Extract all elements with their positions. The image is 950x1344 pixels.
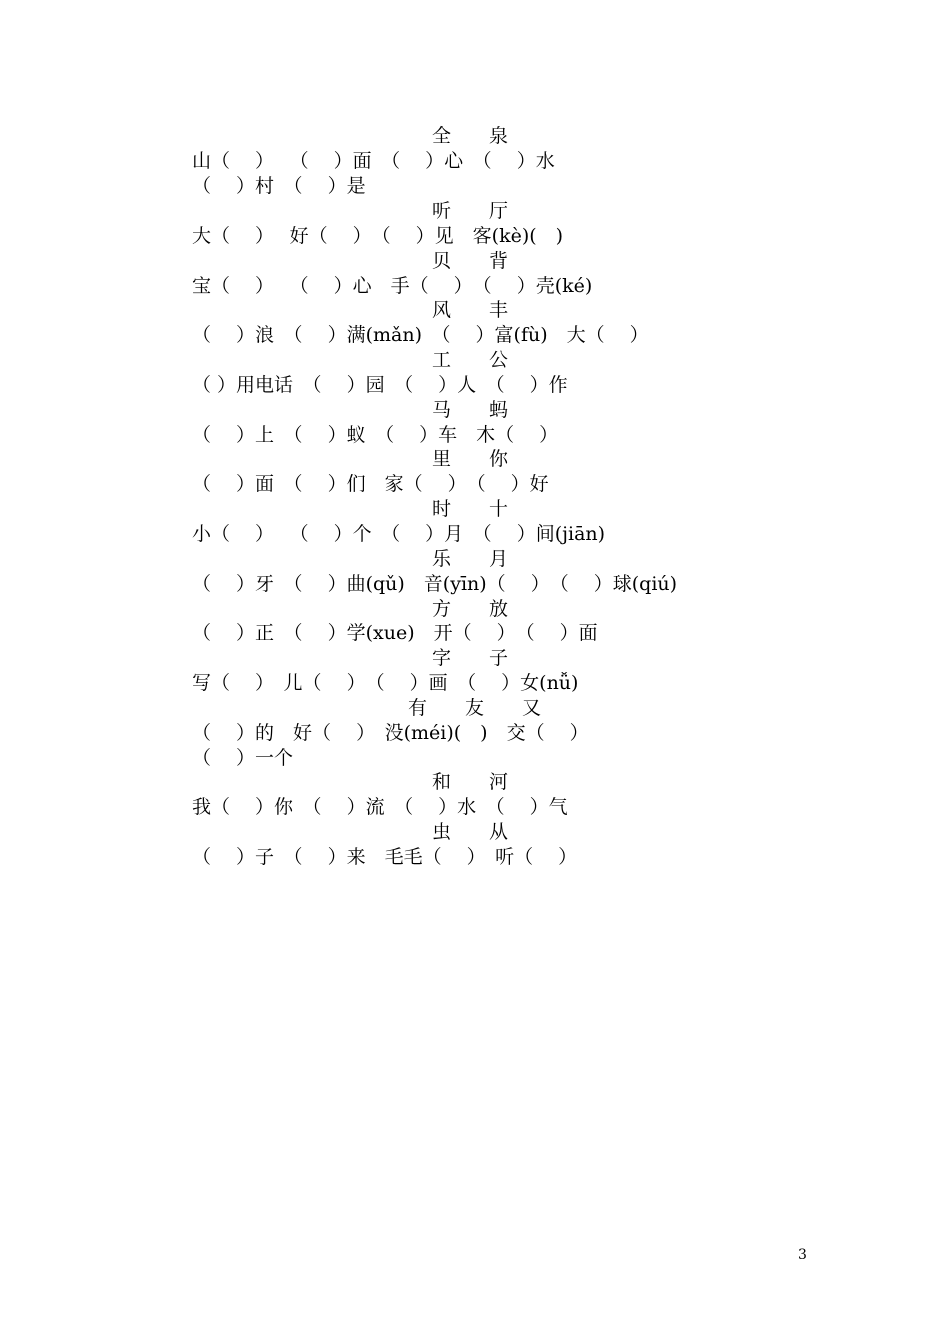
exercise-line: （ ）的 好（ ） 没(méi)( ) 交（ ） xyxy=(192,722,589,744)
exercise-line: 大（ ） 好（ ） （ ）见 客(kè)( ) xyxy=(192,225,564,247)
group-heading: 和 河 xyxy=(432,771,509,793)
exercise-line: （ ）用电话 （ ）园 （ ）人 （ ）作 xyxy=(192,374,568,396)
exercise-line: 宝（ ） （ ）心 手（ ） （ ）壳(ké) xyxy=(192,275,593,297)
exercise-line: （ ）一个 xyxy=(192,747,294,769)
exercise-line: （ ）正 （ ）学(xue) 开（ ） （ ）面 xyxy=(192,622,598,644)
group-heading: 方 放 xyxy=(432,598,509,620)
group-heading: 听 厅 xyxy=(432,200,509,222)
group-heading: 全 泉 xyxy=(432,125,509,147)
exercise-line: （ ）村 （ ）是 xyxy=(192,175,366,197)
exercise-line: 山（ ） （ ）面 （ ）心 （ ）水 xyxy=(192,150,555,172)
group-heading: 乐 月 xyxy=(432,548,509,570)
exercise-line: （ ）浪 （ ）满(mǎn) （ ）富(fù) 大（ ） xyxy=(192,324,649,346)
group-heading: 有 友 又 xyxy=(408,697,542,719)
group-heading: 字 子 xyxy=(432,647,509,669)
group-heading: 风 丰 xyxy=(432,299,509,321)
exercise-line: 小（ ） （ ）个 （ ）月 （ ）间(jiān) xyxy=(192,523,606,545)
exercise-line: 写（ ） 儿（ ） （ ）画 （ ）女(nǚ) xyxy=(192,672,579,694)
group-heading: 时 十 xyxy=(432,498,509,520)
exercise-line: 我（ ）你 （ ）流 （ ）水 （ ）气 xyxy=(192,796,568,818)
page-number: 3 xyxy=(798,1247,807,1263)
exercise-line: （ ）子 （ ）来 毛毛（ ） 听（ ） xyxy=(192,846,578,868)
exercise-line: （ ）面 （ ）们 家（ ） （ ）好 xyxy=(192,473,549,495)
group-heading: 贝 背 xyxy=(432,250,509,272)
group-heading: 马 蚂 xyxy=(432,399,509,421)
group-heading: 里 你 xyxy=(432,448,509,470)
group-heading: 工 公 xyxy=(432,349,509,371)
group-heading: 虫 从 xyxy=(432,821,509,843)
exercise-line: （ ）上 （ ）蚁 （ ）车 木（ ） xyxy=(192,424,559,446)
exercise-line: （ ）牙 （ ）曲(qǔ) 音(yīn)（ ） （ ）球(qiú) xyxy=(192,573,678,595)
